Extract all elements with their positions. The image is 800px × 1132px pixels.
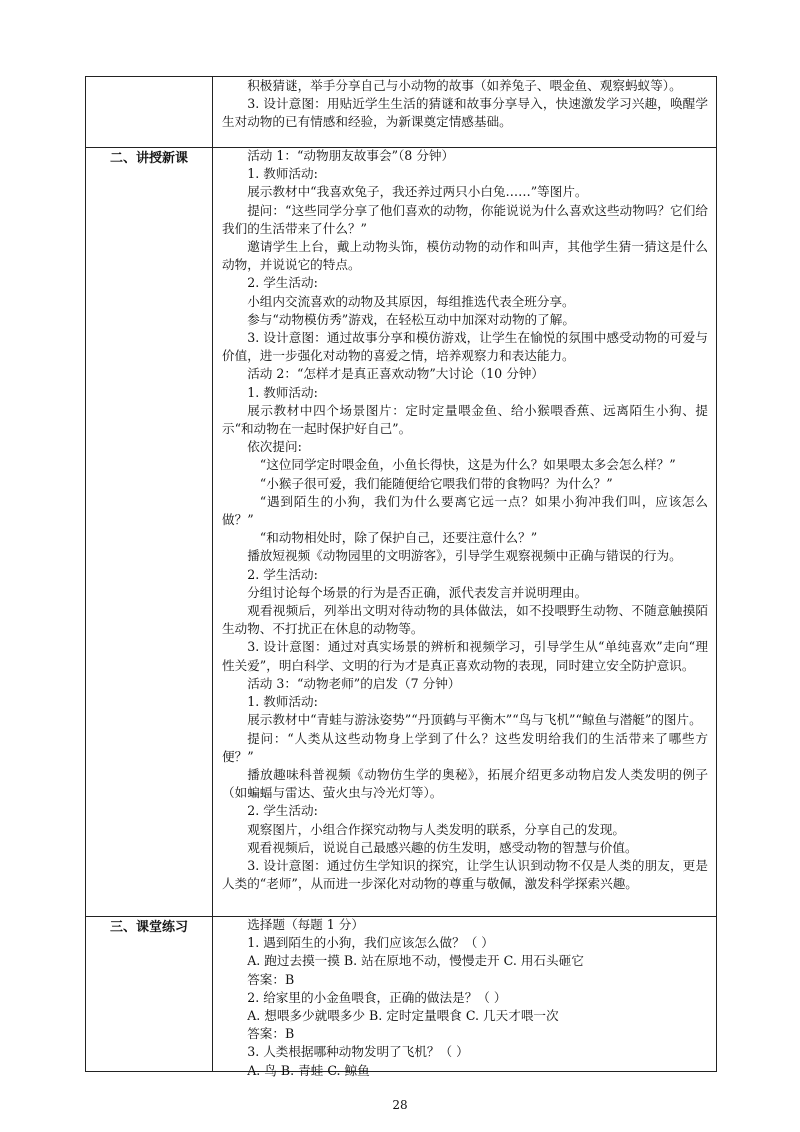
paragraph: 参与“动物模仿秀”游戏，在轻松互动中加深对动物的了解。 — [247, 311, 575, 327]
paragraph: 3. 人类根据哪种动物发明了飞机？（ ） — [247, 1044, 469, 1060]
paragraph: A. 想喂多少就喂多少 B. 定时定量喂食 C. 几天才喂一次 — [247, 1008, 559, 1024]
paragraph: 答案：B — [247, 1026, 295, 1042]
lesson-plan-table — [85, 76, 717, 1078]
paragraph: 播放短视频《动物园里的文明游客》，引导学生观察视频中正确与错误的行为。 — [247, 548, 682, 564]
paragraph: 依次提问: — [247, 439, 302, 455]
paragraph: 观察图片，小组合作探究动物与人类发明的联系，分享自己的发现。 — [247, 821, 625, 837]
paragraph: 2. 给家里的小金鱼喂食，正确的做法是？（ ） — [247, 989, 507, 1005]
paragraph: “这位同学定时喂金鱼，小鱼长得快，这是为什么？如果喂太多会怎么样？” — [259, 457, 676, 473]
paragraph: 1. 教师活动: — [247, 694, 318, 710]
paragraph: 展示教材中四个场景图片：定时定量喂金鱼、给小猴喂香蕉、远离陌生小狗、提示“和动物在一起时保护好自己”。 — [222, 402, 708, 437]
paragraph: A. 鸟 B. 青蛙 C. 鲸鱼 — [247, 1062, 370, 1078]
paragraph: 活动 1：“动物朋友故事会”（8 分钟） — [247, 148, 455, 163]
page-number: 28 — [392, 1098, 408, 1112]
paragraph: 分组讨论每个场景的行为是否正确，派代表发言并说明理由。 — [247, 584, 588, 600]
section-content-exercise — [213, 916, 716, 1080]
paragraph: 3. 设计意图：通过对真实场景的辨析和视频学习，引导学生从“单纯喜欢”走向“理性关爱”，明白科学、文明的行为才是真正喜欢动物的表现，同时建立安全防护意识。 — [222, 639, 708, 673]
paragraph: 小组内交流喜欢的动物及其原因，每组推选代表全班分享。 — [247, 293, 575, 309]
section-content-intro — [213, 77, 716, 132]
paragraph: 1. 教师活动: — [247, 166, 318, 182]
paragraph: “小猴子很可爱，我们能随便给它喂我们带的食物吗？为什么？” — [259, 475, 613, 491]
paragraph: “遇到陌生的小狗，我们为什么要离它远一点？如果小狗冲我们叫，应该怎么做？” — [222, 493, 708, 528]
paragraph: 展示教材中“我喜欢兔子，我还养过两只小白兔……”等图片。 — [247, 184, 588, 200]
paragraph: 展示教材中“青蛙与游泳姿势”“丹顶鹤与平衡木”“鸟与飞机”“鲸鱼与潜艇”的图片。 — [247, 712, 702, 728]
paragraph: 活动 3：“动物老师”的启发（7 分钟） — [247, 675, 461, 691]
paragraph: 3. 设计意图：通过故事分享和模仿游戏，让学生在愉悦的氛围中感受动物的可爱与价值，进一步强化对动物的喜爱之情，培养观察力和表达能力。 — [222, 330, 708, 364]
paragraph: 2. 学生活动: — [247, 803, 318, 819]
paragraph: 提问：“人类从这些动物身上学到了什么？这些发明给我们的生活带来了哪些方便？” — [222, 730, 708, 764]
paragraph: 邀请学生上台，戴上动物头饰，模仿动物的动作和叫声，其他学生猜一猜这是什么动物，并说说它的特点。 — [222, 239, 708, 273]
paragraph: 播放趣味科普视频《动物仿生学的奥秘》，拓展介绍更多动物启发人类发明的例子（如蝙蝠与雷达、萤火虫与冷光灯等）。 — [222, 766, 708, 801]
paragraph: 3. 设计意图：用贴近学生生活的猜谜和故事分享导入，快速激发学习兴趣，唤醒学生对动物的已有情感和经验，为新课奠定情感基础。 — [222, 96, 708, 130]
section-content-new-lesson — [213, 147, 716, 893]
paragraph: “和动物相处时，除了保护自己，还要注意什么？” — [259, 530, 538, 546]
section-label-exercise: 三、课堂练习 — [109, 920, 188, 935]
section-label-new-lesson: 二、讲授新课 — [109, 151, 188, 166]
paragraph: 2. 学生活动: — [247, 275, 318, 291]
paragraph: 1. 教师活动: — [247, 384, 318, 400]
paragraph: 积极猜谜，举手分享自己与小动物的故事（如养兔子、喂金鱼、观察蚂蚁等）。 — [247, 78, 682, 93]
paragraph: 2. 学生活动: — [247, 566, 318, 582]
paragraph: 提问：“这些同学分享了他们喜欢的动物，你能说说为什么喜欢这些动物吗？它们给我们的生活带来了什么？” — [222, 202, 708, 236]
paragraph: 3. 设计意图：通过仿生学知识的探究，让学生认识到动物不仅是人类的朋友，更是人类的“老师”，从而进一步深化对动物的尊重与敬佩，激发科学探索兴趣。 — [222, 857, 708, 892]
paragraph: A. 跑过去摸一摸 B. 站在原地不动，慢慢走开 C. 用石头砸它 — [247, 953, 584, 969]
paragraph: 选择题（每题 1 分） — [247, 917, 364, 932]
paragraph: 答案：B — [247, 971, 295, 987]
paragraph: 观看视频后，列举出文明对待动物的具体做法，如不投喂野生动物、不随意触摸陌生动物、不打扰正在休息的动物等。 — [222, 603, 708, 637]
paragraph: 观看视频后，说说自己最感兴趣的仿生发明，感受动物的智慧与价值。 — [247, 839, 638, 855]
paragraph: 1. 遇到陌生的小狗，我们应该怎么做？（ ） — [247, 935, 494, 951]
paragraph: 活动 2：“怎样才是真正喜欢动物”大讨论（10 分钟） — [247, 366, 544, 382]
